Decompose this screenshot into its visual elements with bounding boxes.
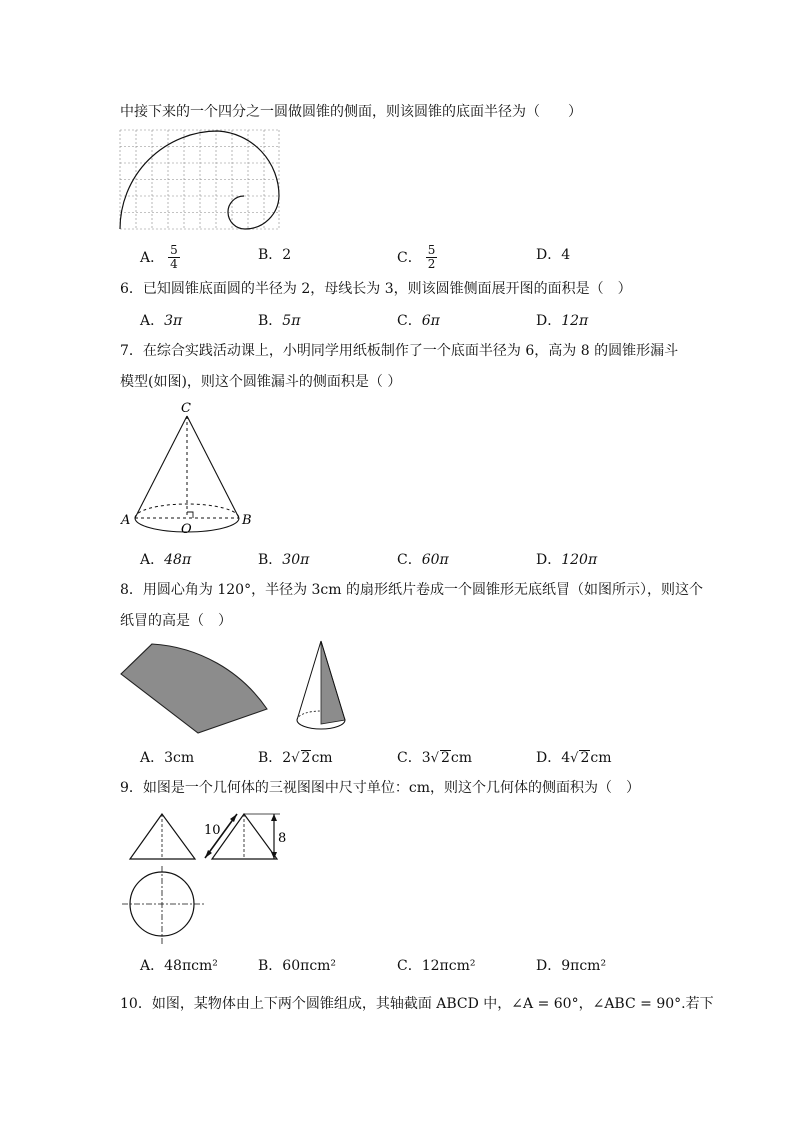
q8-option-c[interactable]: C．3√ 2cm: [397, 750, 472, 766]
q8-stem-line2: 纸冒的高是（ ）: [120, 613, 232, 629]
q7-label-b: B: [242, 513, 252, 528]
q8-stem-line1: 8．用圆心角为 120°，半径为 3cm 的扇形纸片卷成一个圆锥形无底纸冒（如图所示），则这个: [120, 582, 704, 598]
q8-sector-figure: [118, 641, 270, 736]
q5-option-a[interactable]: A． $\frac{5}{4}$: [140, 243, 178, 271]
q9-option-b[interactable]: B．60πcm²: [258, 958, 337, 974]
q8-option-d[interactable]: D．4√ 2cm: [536, 750, 612, 766]
q7-option-d[interactable]: D．120π: [536, 552, 598, 568]
q9-option-d[interactable]: D．9πcm²: [536, 958, 607, 974]
q7-stem-line2: 模型(如图)，则这个圆锥漏斗的侧面积是（ ）: [120, 374, 402, 390]
q7-label-c: C: [181, 401, 191, 416]
q6-option-c[interactable]: C．6π: [397, 313, 440, 329]
q6-option-a[interactable]: A．3π: [140, 313, 183, 329]
q7-stem-line1: 7．在综合实践活动课上，小明同学用纸板制作了一个底面半径为 6，高为 8 的圆锥形漏斗: [120, 343, 679, 359]
q10-stem: 10．如图，某物体由上下两个圆锥组成，其轴截面 ABCD 中，∠A = 60°，∠ABC = 90°.若下: [120, 996, 714, 1012]
q6-options: [140, 310, 700, 338]
q5-option-c[interactable]: C． $\frac{5}{2}$: [397, 243, 436, 271]
q9-height-label: 8: [278, 831, 287, 846]
q9-three-view-figure: [122, 806, 297, 951]
q5-grid-figure: [119, 129, 281, 231]
q9-option-a[interactable]: A．48πcm²: [140, 958, 218, 974]
q6-option-b[interactable]: B．5π: [258, 313, 301, 329]
q8-cone-hat-figure: [292, 638, 352, 738]
q6-option-d[interactable]: D．12π: [536, 313, 589, 329]
q7-option-c[interactable]: C．60π: [397, 552, 449, 568]
q7-cone-figure: [115, 396, 265, 541]
q5-option-d[interactable]: D．4: [536, 247, 571, 263]
q5-options: [140, 240, 700, 271]
q7-label-a: A: [121, 513, 131, 528]
q8-options: [140, 747, 700, 775]
q9-stem: 9．如图是一个几何体的三视图图中尺寸单位：cm，则这个几何体的侧面积为（ ）: [120, 780, 641, 796]
q9-options: [140, 955, 700, 983]
q5-option-b[interactable]: B．2: [258, 247, 292, 263]
q9-slant-label: 10: [204, 823, 221, 838]
q6-stem: 6．已知圆锥底面圆的半径为 2，母线长为 3，则该圆锥侧面展开图的面积是（ ）: [120, 281, 632, 297]
q7-option-b[interactable]: B．30π: [258, 552, 310, 568]
q8-option-a[interactable]: A．3cm: [140, 750, 195, 766]
q7-option-a[interactable]: A．48π: [140, 552, 192, 568]
q8-option-b[interactable]: B．2√ 2cm: [258, 750, 333, 766]
q7-label-o: O: [181, 522, 192, 537]
q7-options: [140, 549, 700, 577]
q9-option-c[interactable]: C．12πcm²: [397, 958, 476, 974]
q5-stem: 中接下来的一个四分之一圆做圆锥的侧面，则该圆锥的底面半径为（ ）: [120, 104, 582, 120]
